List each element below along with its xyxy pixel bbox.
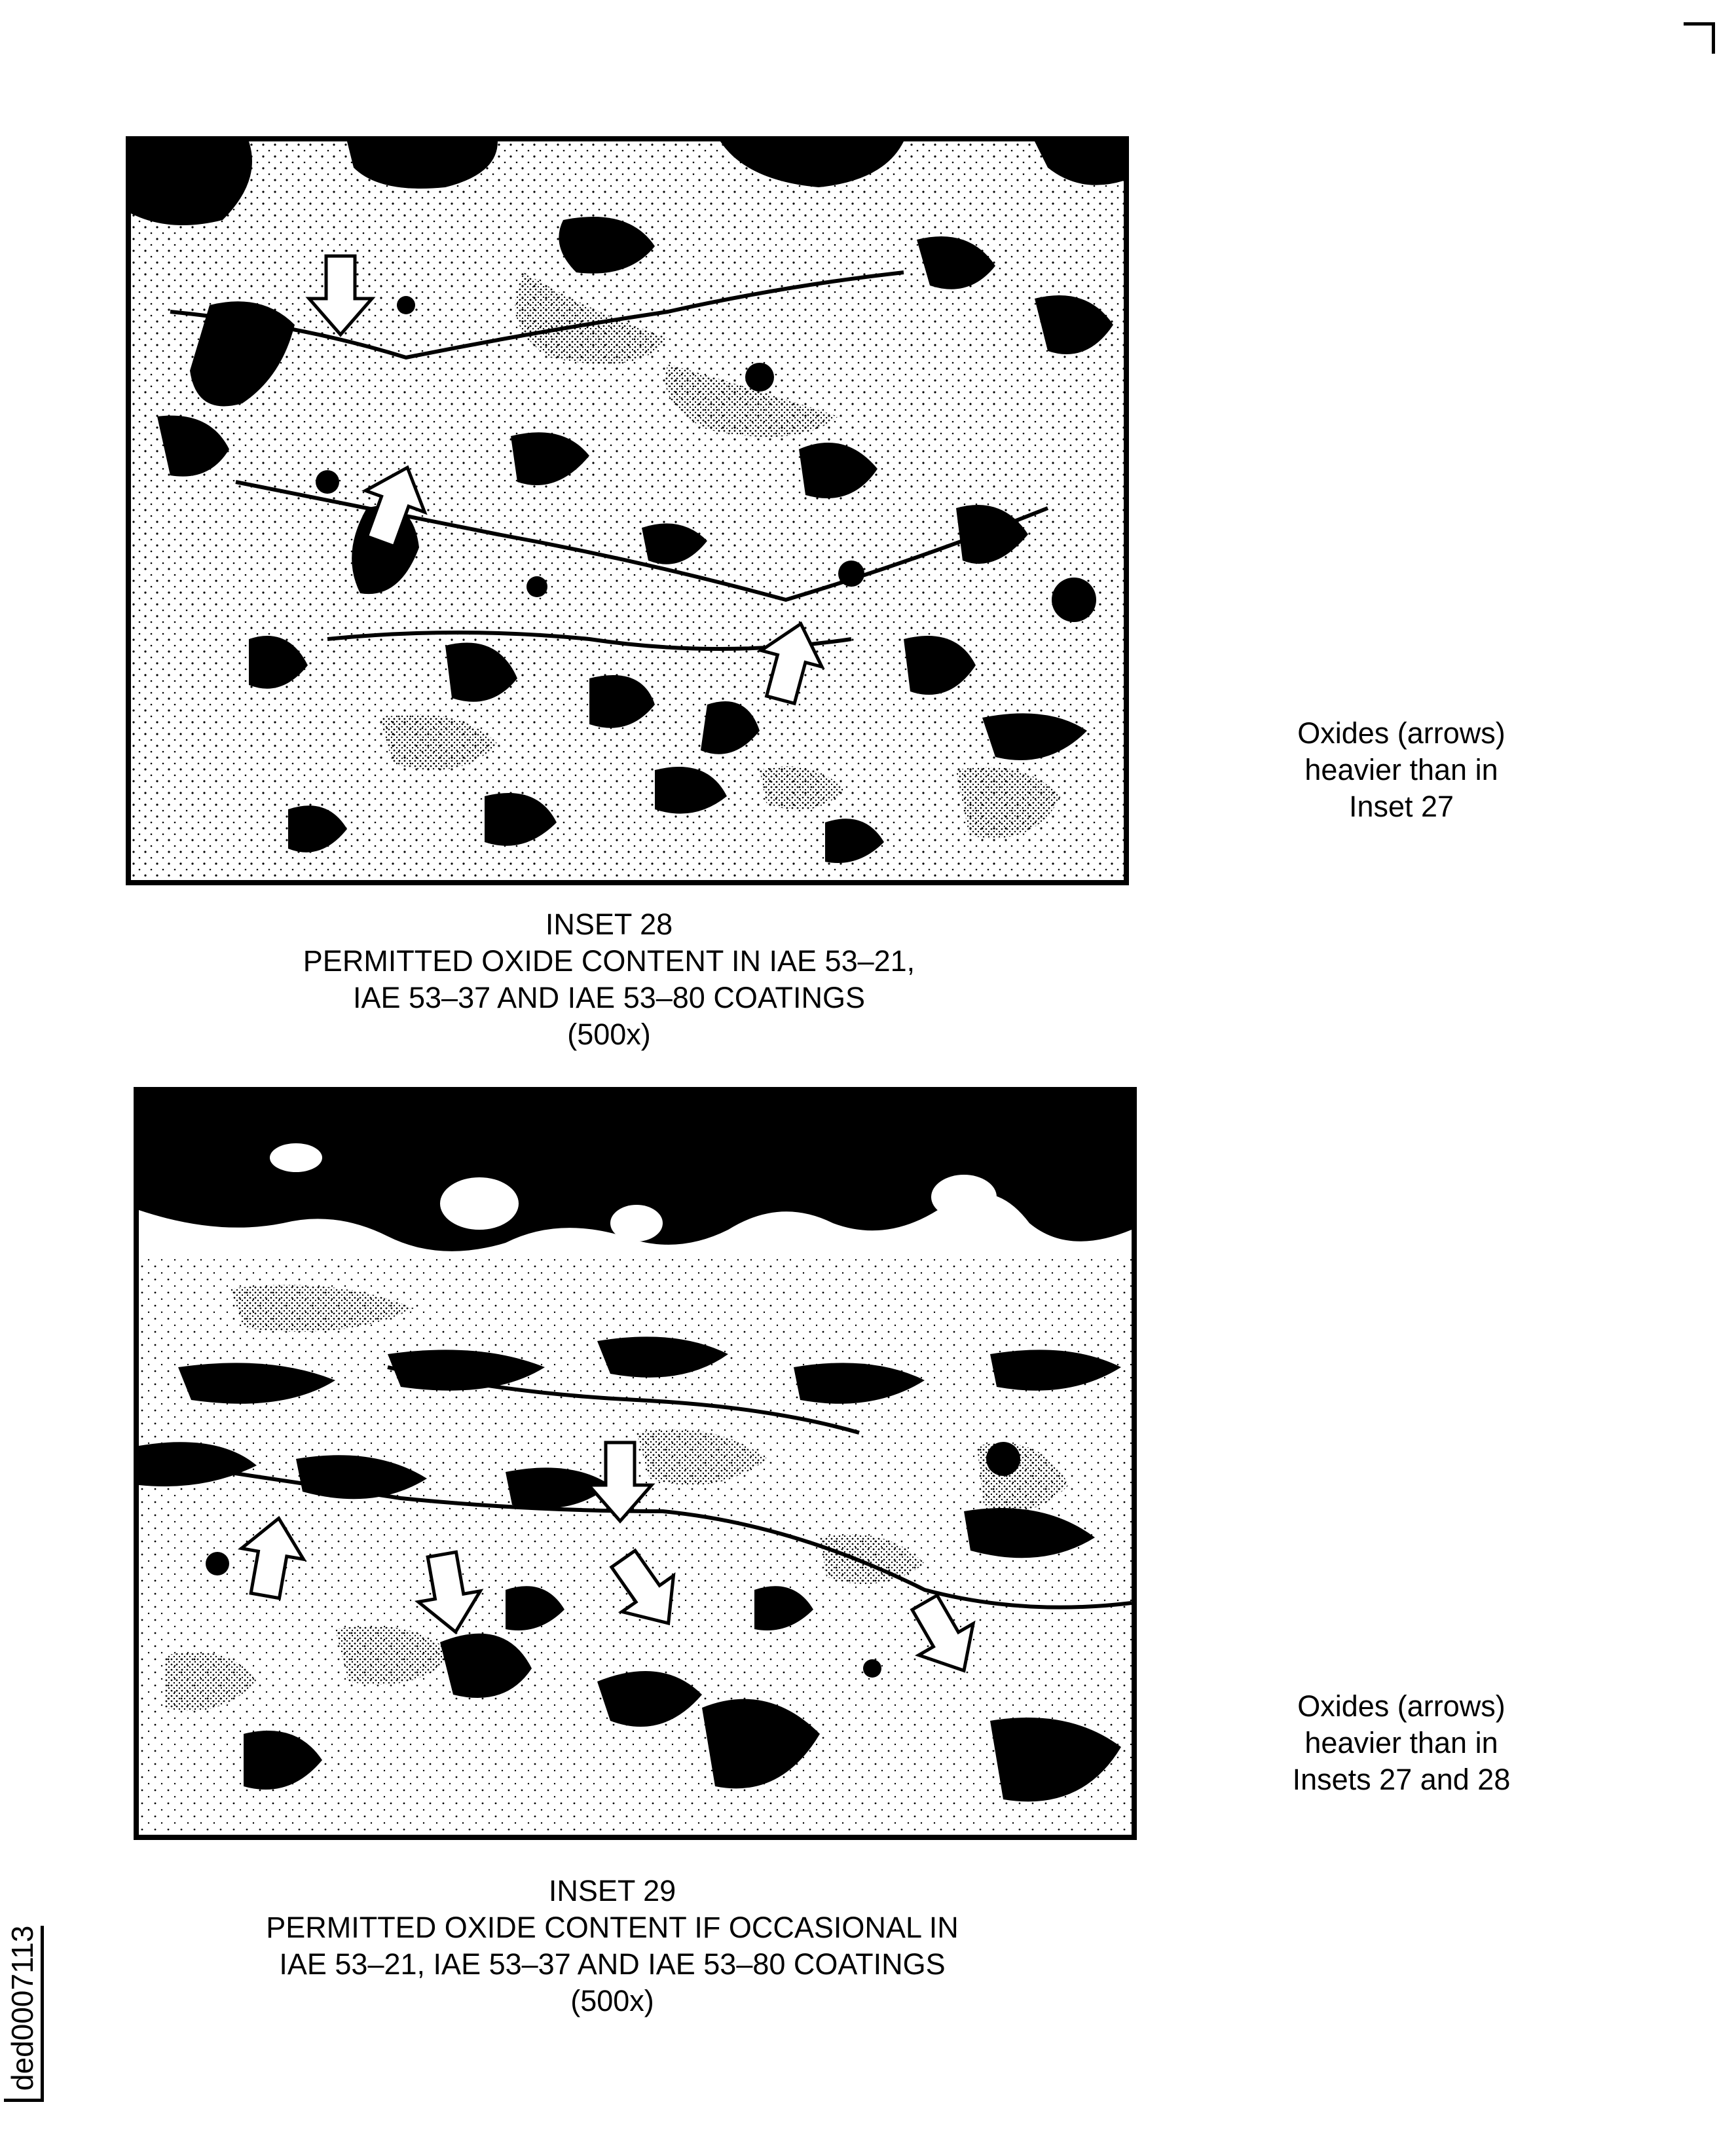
note-line: heavier than in [1304,1726,1498,1759]
inset-28-micrograph-graphic [131,141,1124,880]
inset-28-caption [216,906,1002,1053]
inset-29-note [1244,1688,1559,1798]
inset-28-magnification: (500x) [567,1018,651,1051]
inset-28-caption-line: IAE 53–37 AND IAE 53–80 COATINGS [352,981,866,1014]
document-id: ded0007113 [4,1926,44,2102]
inset-28-note [1244,715,1559,825]
note-line: Insets 27 and 28 [1292,1763,1511,1796]
note-line: Oxides (arrows) [1297,716,1505,750]
inset-28-micrograph [126,136,1129,885]
inset-29-magnification: (500x) [570,1984,654,2017]
inset-29-micrograph-graphic [139,1092,1132,1835]
inset-29-caption-line: IAE 53–21, IAE 53–37 AND IAE 53–80 COATINGS [279,1947,946,1981]
inset-29-micrograph [134,1087,1137,1840]
inset-29-caption [196,1873,1028,2019]
inset-28-title: INSET 28 [545,908,673,941]
note-line: heavier than in [1304,753,1498,786]
inset-28-caption-line: PERMITTED OXIDE CONTENT IN IAE 53–21, [303,944,915,978]
note-line: Oxides (arrows) [1297,1689,1505,1723]
crop-corner-mark [1684,22,1715,54]
inset-29-caption-line: PERMITTED OXIDE CONTENT IF OCCASIONAL IN [266,1911,959,1944]
note-line: Inset 27 [1348,790,1454,823]
inset-29-title: INSET 29 [548,1874,676,1907]
